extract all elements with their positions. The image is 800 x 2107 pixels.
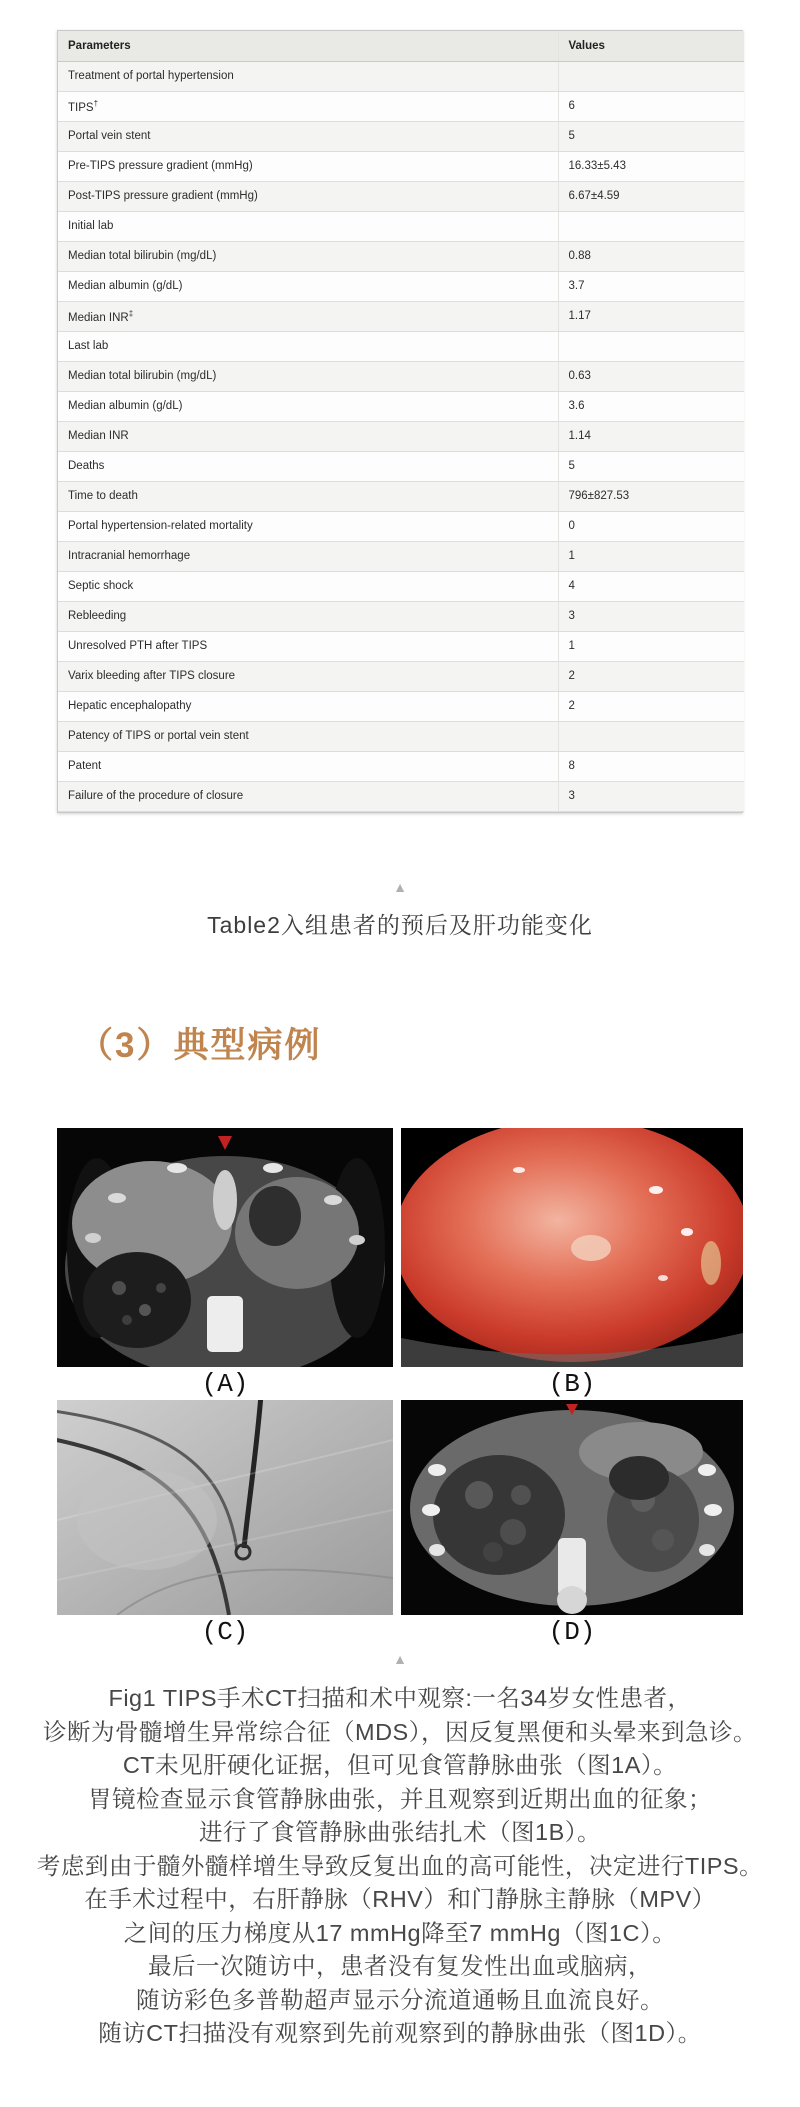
figure-caption-line: 进行了食管静脉曲张结扎术（图1B）。 xyxy=(199,1819,601,1845)
figure-caption-line: CT未见肝硬化证据，但可见食管静脉曲张（图1A）。 xyxy=(122,1752,678,1778)
row-value xyxy=(558,331,744,361)
figure-label: (B) xyxy=(548,1368,596,1399)
row-label: Median INR xyxy=(58,421,558,451)
figure-c-angiography-image[interactable] xyxy=(57,1400,393,1615)
fluoroscopy-graphic-c xyxy=(57,1400,393,1615)
table-row xyxy=(58,241,744,271)
table-row xyxy=(58,61,744,91)
row-label: Patent xyxy=(58,751,558,781)
row-label: Varix bleeding after TIPS closure xyxy=(58,661,558,691)
figure-caption-line: 随访CT扫描没有观察到先前观察到的静脉曲张（图1D）。 xyxy=(98,2020,702,2046)
figure-caption-line: 之间的压力梯度从17 mmHg降至7 mmHg（图1C）。 xyxy=(123,1919,677,1946)
figure-caption-line: 诊断为骨髓增生异常综合征（MDS），因反复黑便和头晕来到急诊。 xyxy=(43,1718,757,1745)
row-value: 3.7 xyxy=(558,271,744,301)
figure-caption-line: 考虑到由于髓外髓样增生导致反复出血的高可能性，决定进行TIPS。 xyxy=(36,1852,764,1879)
row-value: 3 xyxy=(558,781,744,811)
row-value xyxy=(558,211,744,241)
table-row xyxy=(58,691,744,721)
table-row xyxy=(58,271,744,301)
row-label: Treatment of portal hypertension xyxy=(58,61,558,91)
row-value: 4 xyxy=(558,571,744,601)
table-row xyxy=(58,211,744,241)
row-value: 1.17 xyxy=(558,301,744,331)
row-label: Septic shock xyxy=(58,571,558,601)
table-row xyxy=(58,721,744,751)
row-value: 2 xyxy=(558,661,744,691)
figure-caption-line: 在手术过程中，右肝静脉（RHV）和门静脉主静脉（MPV） xyxy=(84,1886,716,1912)
figure-d-ct-image[interactable] xyxy=(401,1400,743,1615)
row-label: Failure of the procedure of closure xyxy=(58,781,558,811)
row-value: 8 xyxy=(558,751,744,781)
table-row xyxy=(58,661,744,691)
row-label: Hepatic encephalopathy xyxy=(58,691,558,721)
table-row xyxy=(58,781,744,811)
row-value: 6 xyxy=(558,91,744,121)
row-value: 1 xyxy=(558,631,744,661)
figure-caption-line: 最后一次随访中，患者没有复发性出血或脑病， xyxy=(148,1953,652,1979)
table-row xyxy=(58,511,744,541)
row-label: Time to death xyxy=(58,481,558,511)
figure-row-top xyxy=(57,1128,743,1367)
table-row xyxy=(58,631,744,661)
row-label: Rebleeding xyxy=(58,601,558,631)
row-value: 16.33±5.43 xyxy=(558,151,744,181)
figure-caption-line: Fig1 TIPS手术CT扫描和术中观察:一名34岁女性患者， xyxy=(108,1685,692,1711)
collapse-triangle-icon[interactable]: ▲ xyxy=(393,1651,407,1667)
table-row xyxy=(58,751,744,781)
row-label: Unresolved PTH after TIPS xyxy=(58,631,558,661)
row-value: 2 xyxy=(558,691,744,721)
row-label: Pre-TIPS pressure gradient (mmHg) xyxy=(58,151,558,181)
figure-label: (D) xyxy=(548,1616,596,1647)
table-row xyxy=(58,421,744,451)
figure-grid xyxy=(57,1128,743,1648)
table-row xyxy=(58,481,744,511)
row-value: 5 xyxy=(558,121,744,151)
row-label: TIPS† xyxy=(58,91,558,121)
column-header-values: Values xyxy=(558,31,744,61)
row-label: Median albumin (g/dL) xyxy=(58,391,558,421)
figure-caption-block xyxy=(0,1652,800,2051)
row-label: Last lab xyxy=(58,331,558,361)
row-value: 1.14 xyxy=(558,421,744,451)
table-row xyxy=(58,331,744,361)
figure-a-ct-image[interactable] xyxy=(57,1128,393,1367)
table-body xyxy=(58,61,744,811)
table-row xyxy=(58,361,744,391)
row-value: 796±827.53 xyxy=(558,481,744,511)
figure-labels-bottom xyxy=(57,1615,743,1648)
row-label: Portal vein stent xyxy=(58,121,558,151)
table-row xyxy=(58,601,744,631)
figure-caption-line: 胃镜检查显示食管静脉曲张，并且观察到近期出血的征象； xyxy=(88,1785,712,1812)
outcomes-table xyxy=(57,30,743,813)
row-value: 1 xyxy=(558,541,744,571)
table-row xyxy=(58,541,744,571)
row-label: Patency of TIPS or portal vein stent xyxy=(58,721,558,751)
table-row xyxy=(58,91,744,121)
row-value: 3.6 xyxy=(558,391,744,421)
table-row xyxy=(58,391,744,421)
table-caption-block xyxy=(0,880,800,940)
row-label: Median total bilirubin (mg/dL) xyxy=(58,241,558,271)
figure-row-bottom xyxy=(57,1400,743,1615)
ct-coronal-graphic-d xyxy=(401,1400,743,1615)
figure-label: (C) xyxy=(201,1616,249,1647)
row-value: 0.88 xyxy=(558,241,744,271)
table-row xyxy=(58,451,744,481)
row-label: Initial lab xyxy=(58,211,558,241)
figure-labels-top xyxy=(57,1367,743,1400)
row-label: Deaths xyxy=(58,451,558,481)
figure-label: (A) xyxy=(201,1368,249,1399)
ct-coronal-graphic-a xyxy=(57,1128,393,1367)
section-heading: （3）典型病例 xyxy=(78,1026,322,1065)
row-label: Median INR‡ xyxy=(58,301,558,331)
row-value: 0.63 xyxy=(558,361,744,391)
row-value: 3 xyxy=(558,601,744,631)
figure-caption-lines xyxy=(0,1682,800,2051)
row-label: Median albumin (g/dL) xyxy=(58,271,558,301)
figure-b-endoscopy-image[interactable] xyxy=(401,1128,743,1367)
row-value: 6.67±4.59 xyxy=(558,181,744,211)
table-row xyxy=(58,151,744,181)
row-value: 0 xyxy=(558,511,744,541)
table-header-row xyxy=(58,31,744,61)
collapse-triangle-icon[interactable]: ▲ xyxy=(393,879,407,895)
figure-caption-line: 随访彩色多普勒超声显示分流道通畅且血流良好。 xyxy=(136,1986,664,2013)
row-label: Median total bilirubin (mg/dL) xyxy=(58,361,558,391)
column-header-parameters: Parameters xyxy=(58,31,558,61)
endoscopy-graphic-b xyxy=(401,1128,743,1367)
row-label: Portal hypertension-related mortality xyxy=(58,511,558,541)
table-row xyxy=(58,181,744,211)
table-caption: Table2入组患者的预后及肝功能变化 xyxy=(207,912,593,938)
row-value xyxy=(558,61,744,91)
row-value: 5 xyxy=(558,451,744,481)
table-row xyxy=(58,571,744,601)
row-label: Intracranial hemorrhage xyxy=(58,541,558,571)
table-row xyxy=(58,301,744,331)
table-row xyxy=(58,121,744,151)
row-label: Post-TIPS pressure gradient (mmHg) xyxy=(58,181,558,211)
row-value xyxy=(558,721,744,751)
